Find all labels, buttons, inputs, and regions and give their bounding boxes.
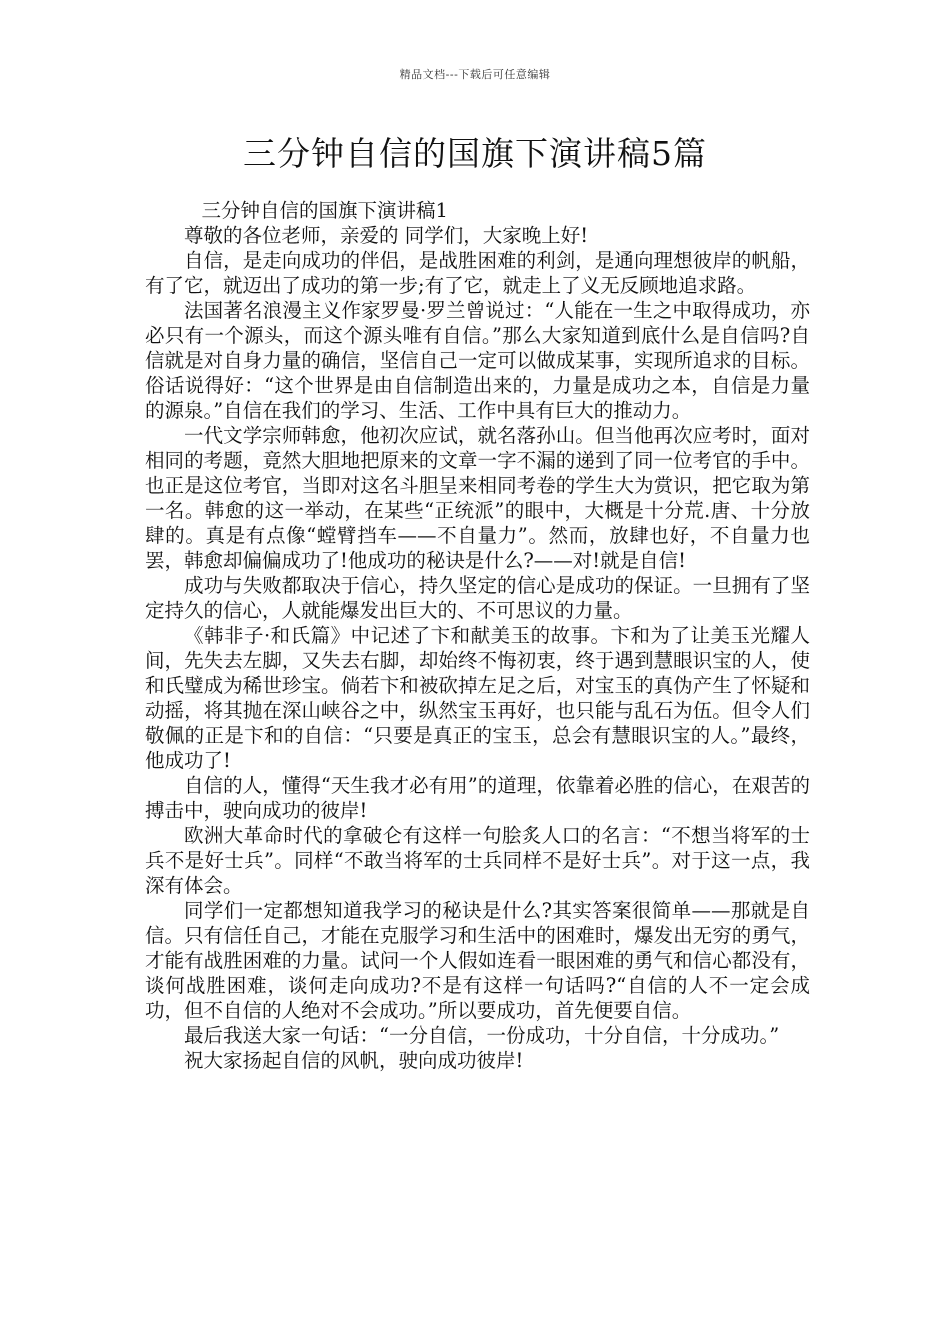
paragraph: 法国著名浪漫主义作家罗曼·罗兰曾说过：“人能在一生之中取得成功，亦必只有一个源头，而这个源头唯有自信。”那么大家知道到底什么是自信吗?自信就是对自身力量的确信，坚信自己一定可以做成某事，实现所追求的目标。俗话说得好：“这个世界是由自信制造出来的，力量是成功之本，自信是力量的源泉。”自信在我们的学习、生活、工作中具有巨大的推动力。 [145, 299, 810, 422]
paragraph-closing: 祝大家扬起自信的风帆，驶向成功彼岸! [184, 1049, 524, 1072]
paragraph: 成功与失败都取决于信心，持久坚定的信心是成功的保证。一旦拥有了坚定持久的信心，人就能爆发出巨大的、不可思议的力量。 [145, 574, 810, 622]
document-body [145, 198, 810, 1073]
paragraph: 《韩非子·和氏篇》中记述了卞和献美玉的故事。卞和为了让美玉光耀人间，先失去左脚，又失去右脚，却始终不悔初衷，终于遇到慧眼识宝的人，使和氏璧成为稀世珍宝。倘若卞和被砍掉左足之后，对宝玉的真伪产生了怀疑和动摇，将其抛在深山峡谷之中，纵然宝玉再好，也只能与乱石为伍。但令人们敬佩的正是卞和的自信：“只要是真正的宝玉，总会有慧眼识宝的人。”最终，他成功了! [145, 624, 810, 772]
paragraph: 自信，是走向成功的伴侣，是战胜困难的利剑，是通向理想彼岸的帆船，有了它，就迈出了成功的第一步;有了它，就走上了义无反顾地追求路。 [145, 249, 810, 297]
section-heading: 三分钟自信的国旗下演讲稿1 [201, 199, 448, 222]
paragraph: 自信的人，懂得“天生我才必有用”的道理，依靠着必胜的信心，在艰苦的搏击中，驶向成功的彼岸! [145, 774, 810, 822]
paragraph: 欧洲大革命时代的拿破仑有这样一句脍炙人口的名言：“不想当将军的士兵不是好士兵”。同样“不敢当将军的士兵同样不是好士兵”。对于这一点，我深有体会。 [145, 824, 810, 897]
paragraph: 一代文学宗师韩愈，他初次应试，就名落孙山。但当他再次应考时，面对相同的考题，竟然大胆地把原来的文章一字不漏的递到了同一位考官的手中。也正是这位考官，当即对这名斗胆呈来相同考卷的学生大为赏识，把它取为第一名。韩愈的这一举动，在某些“正统派”的眼中，大概是十分荒.唐、十分放肆的。真是有点像“螳臂挡车——不自量力”。然而，放肆也好，不自量力也罢，韩愈却偏偏成功了!他成功的秘诀是什么?——对!就是自信! [145, 424, 810, 572]
paragraph-greeting: 尊敬的各位老师，亲爱的 同学们，大家晚上好! [184, 224, 589, 247]
paragraph: 最后我送大家一句话：“一分自信，一份成功，十分自信，十分成功。” [184, 1024, 780, 1047]
paragraph: 同学们一定都想知道我学习的秘诀是什么?其实答案很简单——那就是自信。只有信任自己，才能在克服学习和生活中的困难时，爆发出无穷的勇气，才能有战胜困难的力量。试问一个人假如连看一眼困难的勇气和信心都没有，谈何战胜困难，谈何走向成功?不是有这样一句话吗?“自信的人不一定会成功，但不自信的人绝对不会成功。”所以要成功，首先便要自信。 [145, 899, 810, 1022]
document-title: 三分钟自信的国旗下演讲稿5篇 [243, 134, 707, 173]
page-header-note: 精品文档---下载后可任意编辑 [399, 68, 551, 81]
